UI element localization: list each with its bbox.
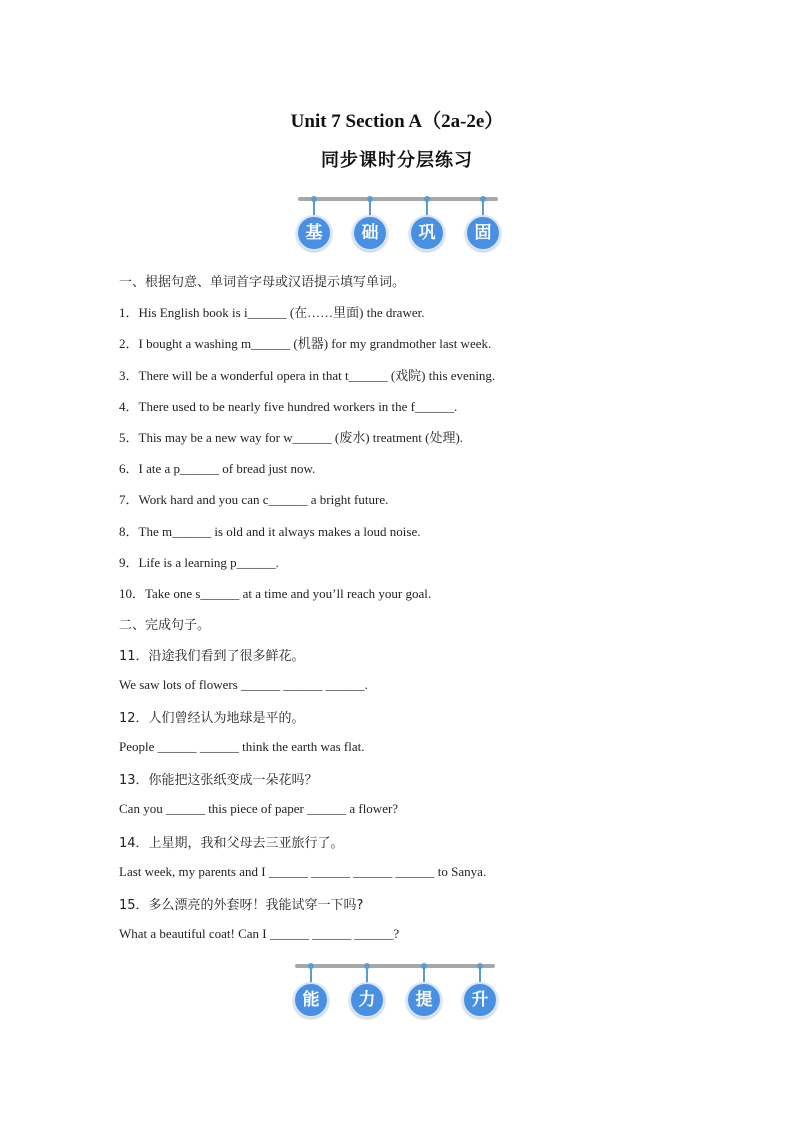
exercise-item: 10．Take one s______ at a time and you’ll reach your goal. bbox=[119, 586, 432, 601]
section-banner-basic bbox=[298, 197, 508, 259]
section-heading: 二、完成句子。 bbox=[119, 618, 211, 633]
banner-char: 提 bbox=[406, 982, 442, 1018]
banner-char: 能 bbox=[293, 982, 329, 1018]
section-heading: 一、根据句意、单词首字母或汉语提示填写单词。 bbox=[119, 275, 406, 290]
exercise-item: 1．His English book is i______ (在……里面) the drawer. bbox=[119, 305, 425, 320]
exercise-item: 4．There used to be nearly five hundred workers in the f______. bbox=[119, 399, 458, 414]
exercise-item: 5．This may be a new way for w______ (废水) treatment (处理). bbox=[119, 430, 464, 445]
banner-char: 固 bbox=[465, 215, 501, 251]
exercise-prompt: 12．人们曾经认为地球是平的。 bbox=[119, 711, 305, 726]
banner-char: 力 bbox=[349, 982, 385, 1018]
exercise-item: People ______ ______ think the earth was flat. bbox=[119, 739, 365, 754]
exercise-prompt: 15．多么漂亮的外套呀！我能试穿一下吗? bbox=[119, 898, 364, 913]
exercise-item: We saw lots of flowers ______ ______ ______. bbox=[119, 677, 368, 692]
banner-char: 巩 bbox=[409, 215, 445, 251]
exercise-item: 7．Work hard and you can c______ a bright future. bbox=[119, 492, 389, 507]
exercise-item: Last week, my parents and I ______ ______ ______ ______ to Sanya. bbox=[119, 864, 487, 879]
exercise-item: Can you ______ this piece of paper ______ a flower? bbox=[119, 801, 399, 816]
banner-char: 升 bbox=[462, 982, 498, 1018]
banner-bar bbox=[298, 197, 498, 201]
exercise-prompt: 11．沿途我们看到了很多鲜花。 bbox=[119, 649, 305, 664]
exercise-item: 8．The m______ is old and it always makes a loud noise. bbox=[119, 524, 421, 539]
page-subtitle: 同步课时分层练习 bbox=[321, 150, 473, 171]
banner-char: 础 bbox=[352, 215, 388, 251]
banner-char: 基 bbox=[296, 215, 332, 251]
page-title: Unit 7 Section A（2a-2e） bbox=[290, 111, 504, 132]
exercise-item: 9．Life is a learning p______. bbox=[119, 555, 279, 570]
exercise-item: 6．I ate a p______ of bread just now. bbox=[119, 461, 316, 476]
banner-bar bbox=[295, 964, 495, 968]
exercise-prompt: 14．上星期，我和父母去三亚旅行了。 bbox=[119, 836, 344, 851]
exercise-item: What a beautiful coat! Can I ______ ______ ______? bbox=[119, 926, 400, 941]
exercise-prompt: 13．你能把这张纸变成一朵花吗？ bbox=[119, 773, 318, 788]
exercise-item: 2．I bought a washing m______ (机器) for my grandmother last week. bbox=[119, 336, 492, 351]
section-banner-advanced bbox=[295, 964, 505, 1026]
exercise-item: 3．There will be a wonderful opera in that t______ (戏院) this evening. bbox=[119, 368, 496, 383]
